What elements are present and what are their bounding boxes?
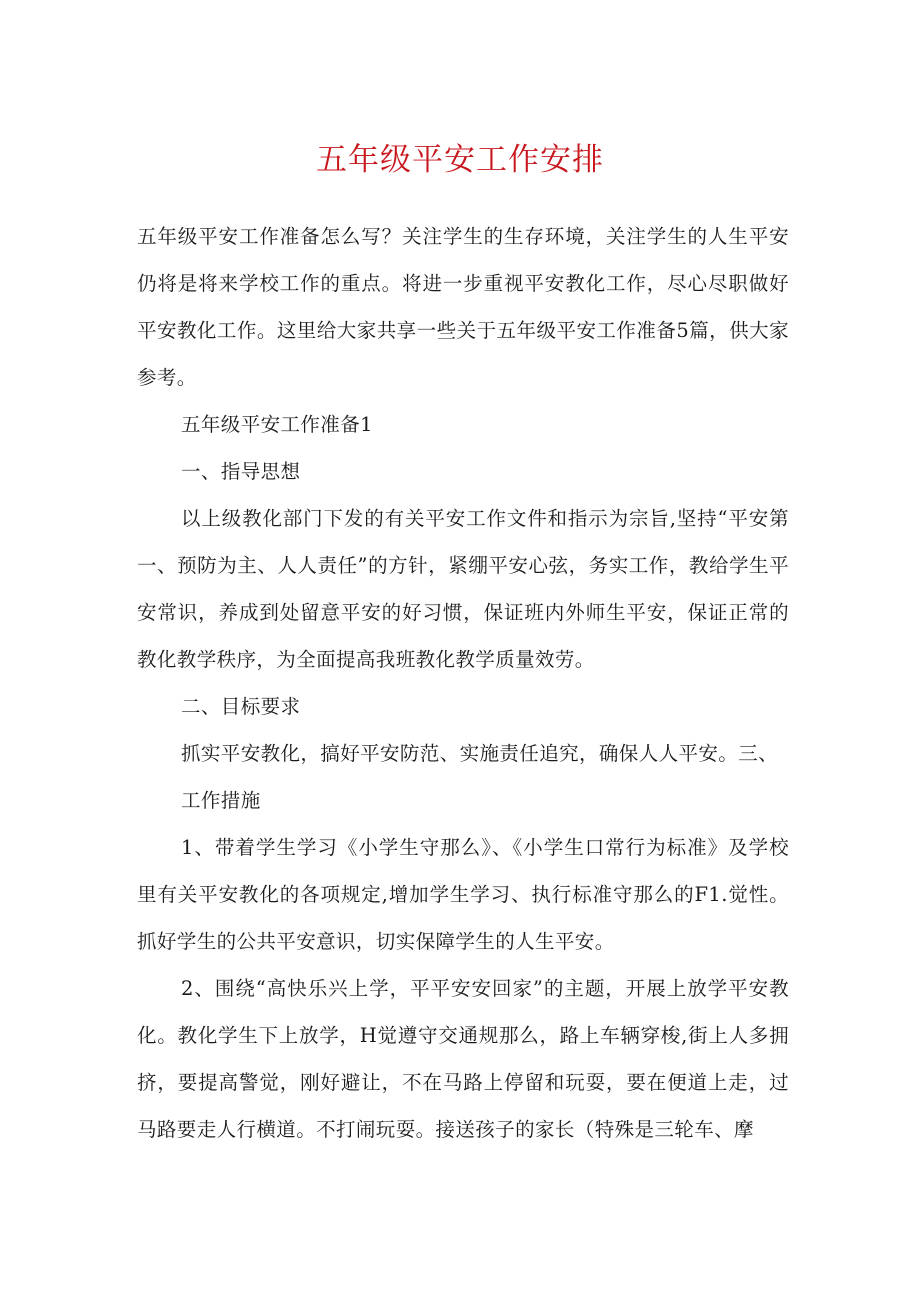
document-body (137, 213, 789, 1153)
intro-paragraph: 五年级平安工作准备怎么写？关注学生的生存环境，关注学生的人生平安仍将是将来学校工作的重点。将进一步重视平安教化工作，尽心尽职做好平安教化工作。这里给大家共享一些关于五年级平安工作准备5篇，供大家参考。 (137, 225, 789, 389)
section-heading-plan-1: 五年级平安工作准备1 (181, 413, 373, 436)
guiding-thought-paragraph: 以上级教化部门下发的有关平安工作文件和指示为宗旨,坚持“平安第一、预防为主、人人责任”的方针，紧绷平安心弦，务实工作，教给学生平安常识，养成到处留意平安的好习惯，保证班内外师生平安，保证正常的教化教学秩序，为全面提高我班教化教学质量效劳。 (137, 507, 789, 671)
measure-2-paragraph: 2、围绕“高快乐兴上学，平平安安回家”的主题，开展上放学平安教化。教化学生下上放学，H觉遵守交通规那么，路上车辆穿梭,街上人多拥挤，要提高警觉，刚好避让，不在马路上停留和玩耍，要在便道上走，过马路要走人行横道。不打闹玩耍。接送孩子的家长（特殊是三轮车、摩 (137, 977, 789, 1141)
heading-measures: 工作措施 (181, 789, 261, 812)
measure-1-paragraph: 1、带着学生学习《小学生守那么》、《小学生口常行为标准》及学校里有关平安教化的各项规定,增加学生学习、执行标准守那么的F1.觉性。抓好学生的公共平安意识，切实保障学生的人生平安。 (137, 836, 789, 953)
goals-paragraph: 抓实平安教化，搞好平安防范、实施责任追究，确保人人平安。三、 (181, 742, 779, 765)
document-title: 五年级平安工作安排 (316, 142, 604, 178)
heading-goals: 二、目标要求 (181, 695, 301, 718)
heading-guiding-thought: 一、指导思想 (181, 460, 301, 483)
